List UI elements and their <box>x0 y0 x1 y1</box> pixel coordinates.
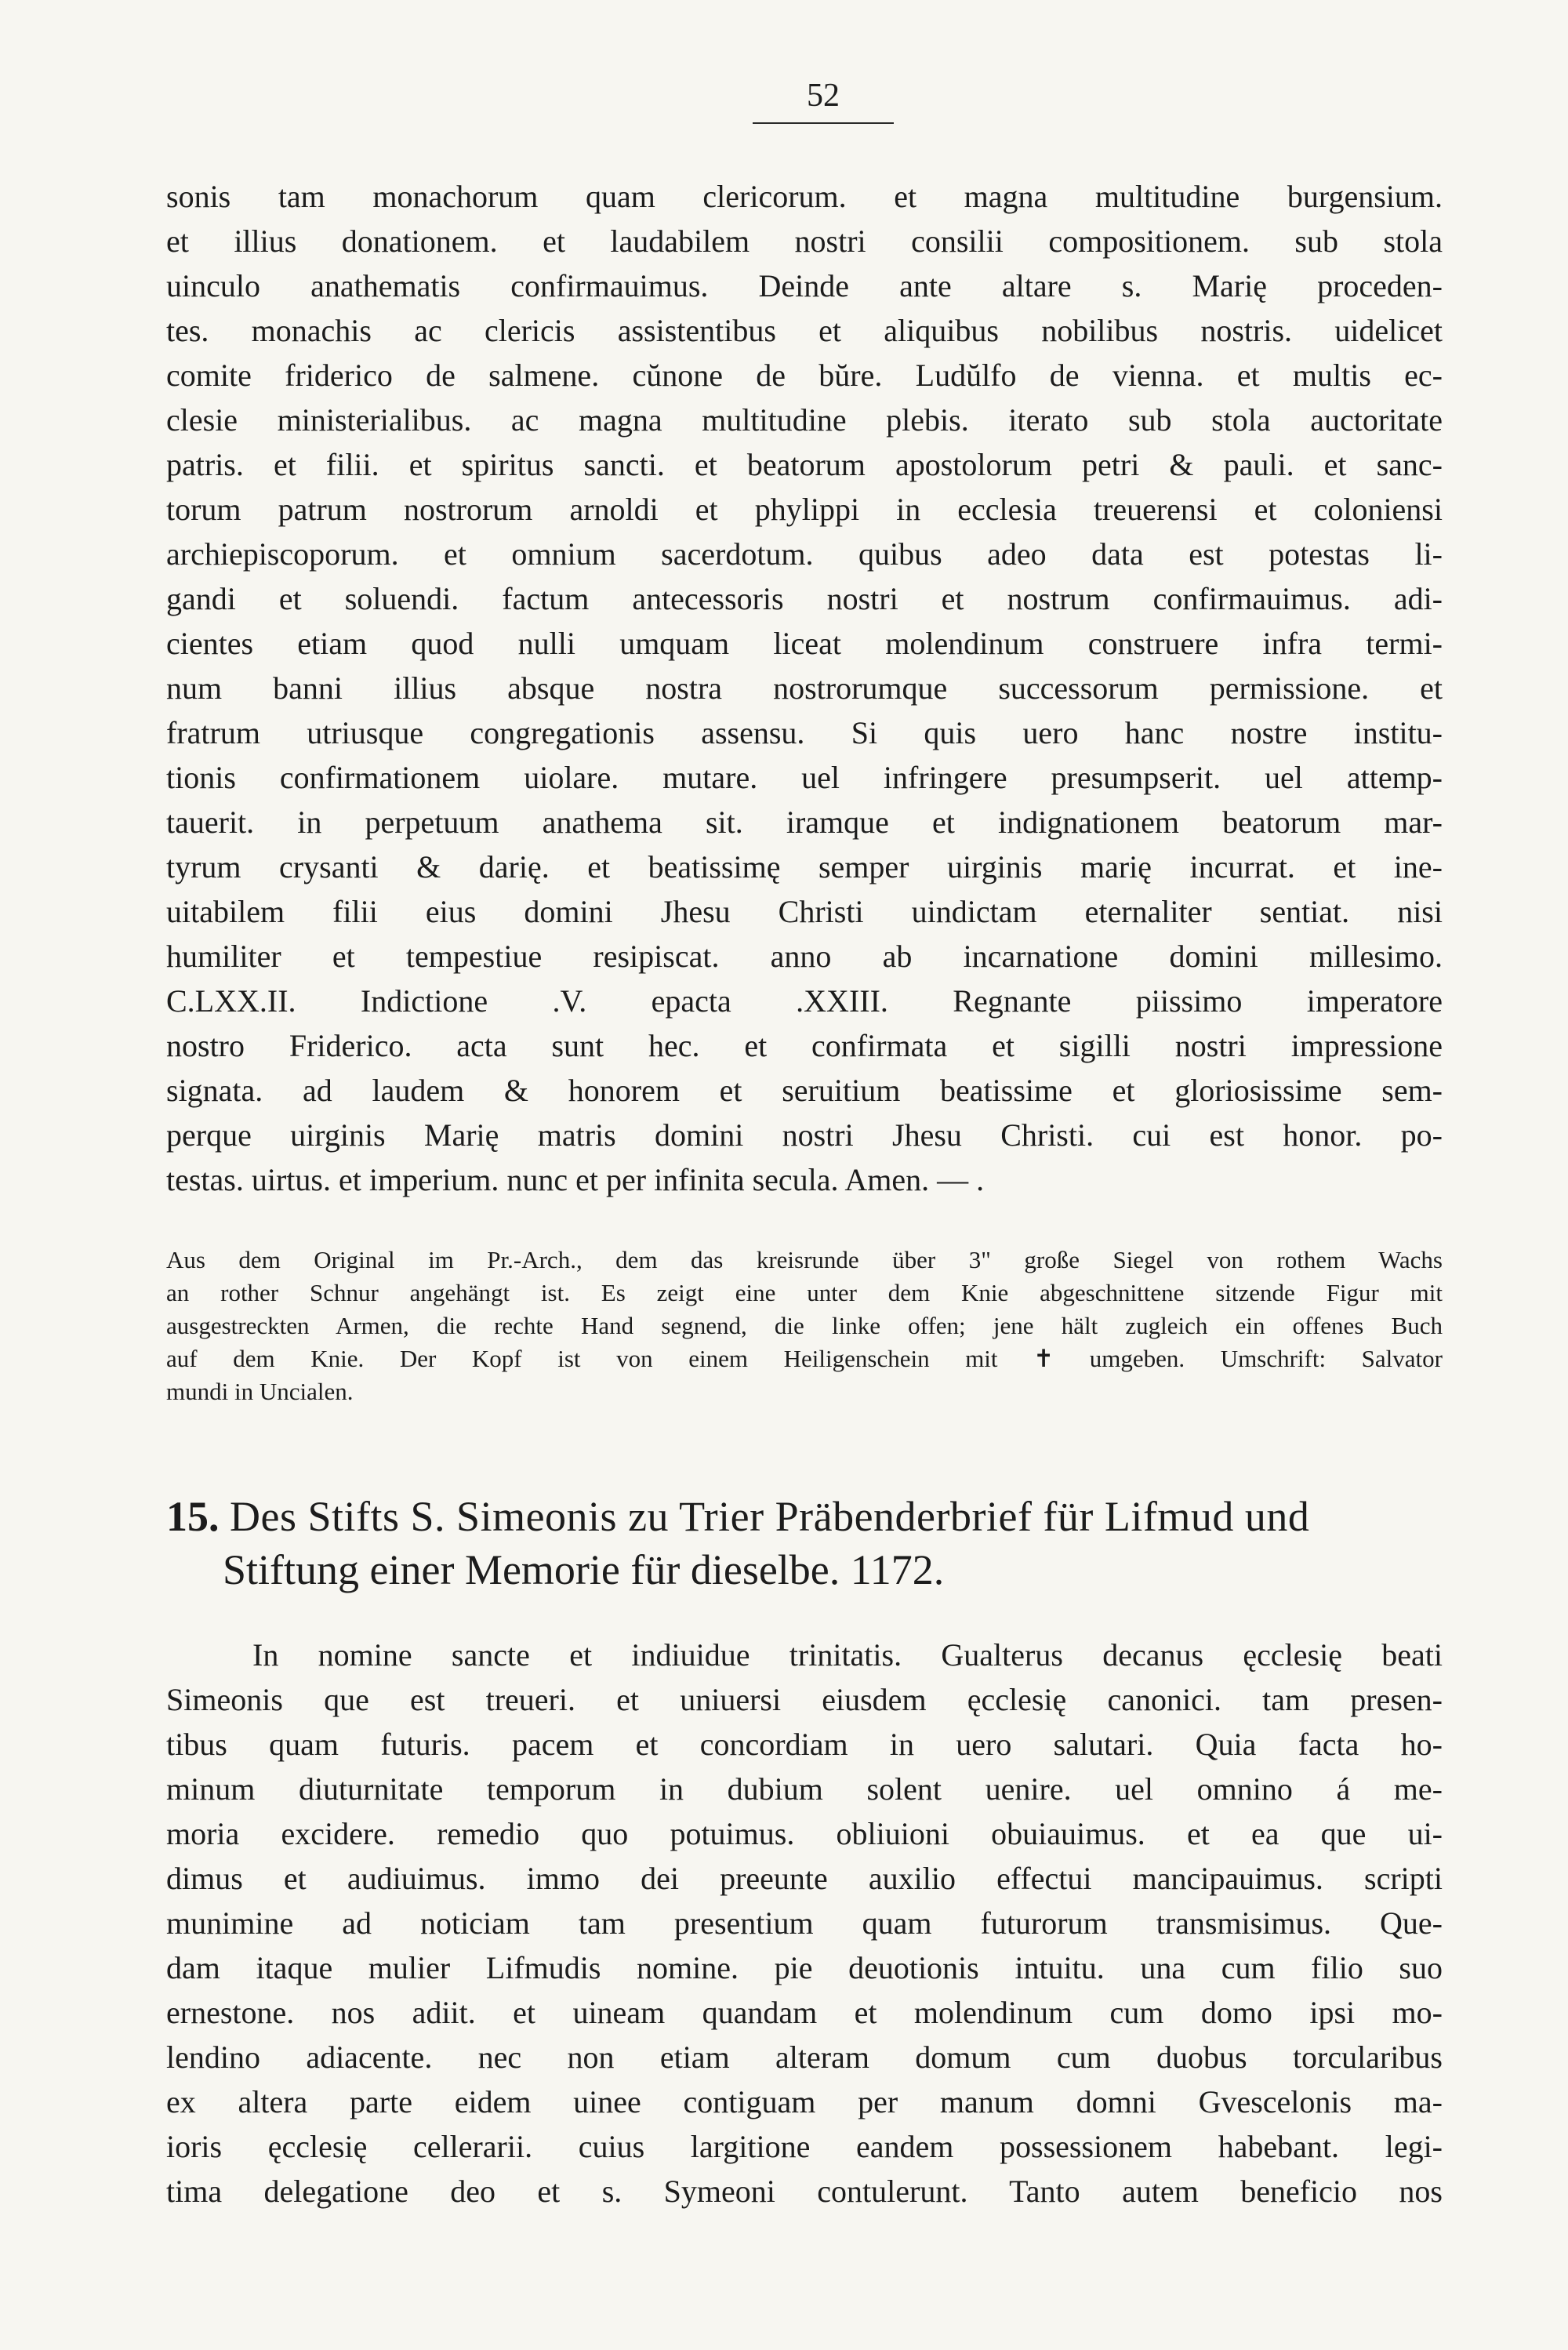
section-number: 15. <box>166 1493 220 1540</box>
text-line: tionis confirmationem uiolare. mutare. uel infringere presumpserit. uel attemp- <box>166 760 1443 795</box>
heading-title-part-1: Des Stifts S. Simeonis zu Trier Präbenderbrief für Lifmud und <box>230 1493 1310 1540</box>
text-line: munimine ad noticiam tam presentium quam futurorum transmisimus. Que- <box>166 1905 1443 1941</box>
text-line: signata. ad laudem & honorem et seruitium beatissime et gloriosissime sem- <box>166 1073 1443 1108</box>
section-heading <box>166 1490 1443 1596</box>
note-line: an rother Schnur angehängt ist. Es zeigt eine unter dem Knie abgeschnittene sitzende Figur mit <box>166 1279 1443 1306</box>
text-line: ioris ęcclesię cellerarii. cuius largitione eandem possessionem habebant. legi- <box>166 2129 1443 2164</box>
text-line: perque uirginis Marię matris domini nostri Jhesu Christi. cui est honor. po- <box>166 1117 1443 1153</box>
text-line: fratrum utriusque congregationis assensu. Si quis uero hanc nostre institu- <box>166 715 1443 750</box>
heading-line-1 <box>166 1490 1443 1543</box>
charter-text-block <box>166 174 1443 1202</box>
page-number: 52 <box>753 77 894 124</box>
text-line: comite friderico de salmene. cŭnone de bŭre. Ludŭlfo de vienna. et multis ec- <box>166 358 1443 393</box>
text-line: tima delegatione deo et s. Symeoni contulerunt. Tanto autem beneficio nos <box>166 2174 1443 2209</box>
text-line: In nomine sancte et indiuidue trinitatis. Gualterus decanus ęcclesię beati <box>252 1637 1443 1673</box>
heading-title-part-2: Stiftung einer Memorie für dieselbe. 1172. <box>223 1546 945 1593</box>
note-line: mundi in Uncialen. <box>166 1378 354 1405</box>
text-line: et illius donationem. et laudabilem nostri consilii compositionem. sub stola <box>166 223 1443 259</box>
text-line: tibus quam futuris. pacem et concordiam in uero salutari. Quia facta ho- <box>166 1727 1443 1762</box>
editorial-note <box>166 1244 1443 1408</box>
text-line: tyrum crysanti & darię. et beatissimę semper uirginis marię incurrat. et ine- <box>166 849 1443 884</box>
note-line: Aus dem Original im Pr.-Arch., dem das kreisrunde über 3" große Siegel von rothem Wachs <box>166 1246 1443 1273</box>
text-line: dam itaque mulier Lifmudis nomine. pie deuotionis intuitu. una cum filio suo <box>166 1950 1443 1985</box>
text-line: tes. monachis ac clericis assistentibus et aliquibus nobilibus nostris. uidelicet <box>166 313 1443 348</box>
text-line: uitabilem filii eius domini Jhesu Christi uindictam eternaliter sentiat. nisi <box>166 894 1443 929</box>
text-line: sonis tam monachorum quam clericorum. et magna multitudine burgensium. <box>166 179 1443 214</box>
document-15-text-block <box>166 1633 1443 2214</box>
text-line: Simeonis que est treueri. et uniuersi eiusdem ęcclesię canonici. tam presen- <box>166 1682 1443 1717</box>
text-line: ex altera parte eidem uinee contiguam per manum domni Gvescelonis ma- <box>166 2084 1443 2119</box>
note-line: auf dem Knie. Der Kopf ist von einem Heiligenschein mit ✝ umgeben. Umschrift: Salvator <box>166 1345 1443 1372</box>
text-line: tauerit. in perpetuum anathema sit. iramque et indignationem beatorum mar- <box>166 805 1443 840</box>
text-line: dimus et audiuimus. immo dei preeunte auxilio effectui mancipauimus. scripti <box>166 1861 1443 1896</box>
text-line: patris. et filii. et spiritus sancti. et beatorum apostolorum petri & pauli. et sanc- <box>166 447 1443 482</box>
text-line: ernestone. nos adiit. et uineam quandam et molendinum cum domo ipsi mo- <box>166 1995 1443 2030</box>
text-line: cientes etiam quod nulli umquam liceat molendinum construere infra termi- <box>166 626 1443 661</box>
text-line: archiepiscoporum. et omnium sacerdotum. quibus adeo data est potestas li- <box>166 536 1443 572</box>
text-line: uinculo anathematis confirmauimus. Deinde ante altare s. Marię proceden- <box>166 268 1443 303</box>
text-line: minum diuturnitate temporum in dubium solent uenire. uel omnino á me- <box>166 1771 1443 1807</box>
text-line: humiliter et tempestiue resipiscat. anno ab incarnatione domini millesimo. <box>166 939 1443 974</box>
text-line: gandi et soluendi. factum antecessoris nostri et nostrum confirmauimus. adi- <box>166 581 1443 616</box>
text-line: C.LXX.II. Indictione .V. epacta .XXIII. Regnante piissimo imperatore <box>166 983 1443 1019</box>
note-line: ausgestreckten Armen, die rechte Hand segnend, die linke offen; jene hält zugleich ein offenes Buch <box>166 1312 1443 1339</box>
text-line: testas. uirtus. et imperium. nunc et per infinita secula. Amen. — . <box>166 1162 985 1197</box>
text-line: moria excidere. remedio quo potuimus. obliuioni obuiauimus. et ea que ui- <box>166 1816 1443 1851</box>
text-line: torum patrum nostrorum arnoldi et phylippi in ecclesia treuerensi et coloniensi <box>166 492 1443 527</box>
text-line: clesie ministerialibus. ac magna multitudine plebis. iterato sub stola auctoritate <box>166 402 1443 438</box>
text-line: num banni illius absque nostra nostrorumque successorum permissione. et <box>166 670 1443 706</box>
text-line: lendino adiacente. nec non etiam alteram domum cum duobus torcularibus <box>166 2039 1443 2075</box>
text-line: nostro Friderico. acta sunt hec. et confirmata et sigilli nostri impressione <box>166 1028 1443 1063</box>
